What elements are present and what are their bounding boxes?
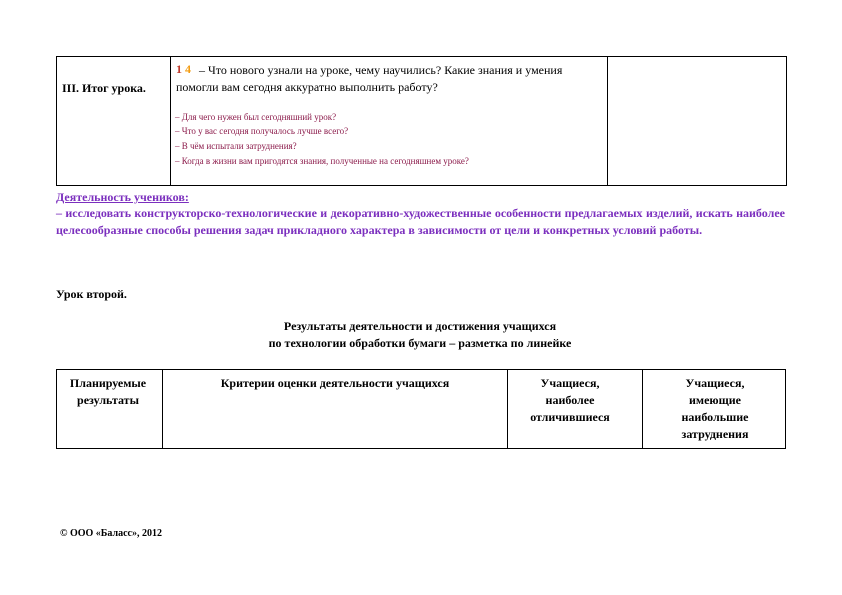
results-title-line: Результаты деятельности и достижения учащихся <box>283 319 557 333</box>
sub-question: – Когда в жизни вам пригодятся знания, полученные на сегодняшнем уроке? <box>175 156 469 166</box>
activity-text: – исследовать конструкторско-технологические и декоративно-художественные особенности предлагаемых изделий, искать наиболее целесообразные способы решения задач прикладного характера в зависимости от цели и конкретных условий работы. <box>56 206 785 237</box>
column-header: Учащиеся, имеющие наибольшие затруднения <box>681 376 749 441</box>
table-divider <box>170 57 171 185</box>
question-number-part: 4 <box>185 62 191 76</box>
column-header: Критерии оценки деятельности учащихся <box>220 376 450 390</box>
question-number-part: 1 <box>176 62 182 76</box>
table-divider <box>162 370 163 448</box>
column-header: Планируемые результаты <box>69 376 147 407</box>
table-divider <box>507 370 508 448</box>
activity-title: Деятельность учеников: <box>56 190 189 204</box>
table-divider <box>642 370 643 448</box>
lesson-heading: Урок второй. <box>56 287 127 301</box>
column-header: Учащиеся, наиболее отличившиеся <box>530 376 610 424</box>
results-title-line: по технологии обработки бумаги – разметка по линейке <box>268 336 572 350</box>
sub-question: – В чём испытали затруднения? <box>175 141 297 151</box>
copyright-footer: © ООО «Баласс», 2012 <box>60 528 162 539</box>
main-question: – Что нового узнали на уроке, чему научились? Какие знания и умения помогли вам сегодня аккуратно выполнить работу? <box>176 63 563 94</box>
sub-question: – Что у вас сегодня получалось лучше всего? <box>175 126 349 136</box>
results-title <box>200 318 640 352</box>
section-label: III. Итог урока. <box>62 81 146 95</box>
table-divider <box>607 57 608 185</box>
sub-question: – Для чего нужен был сегодняшний урок? <box>175 112 337 122</box>
